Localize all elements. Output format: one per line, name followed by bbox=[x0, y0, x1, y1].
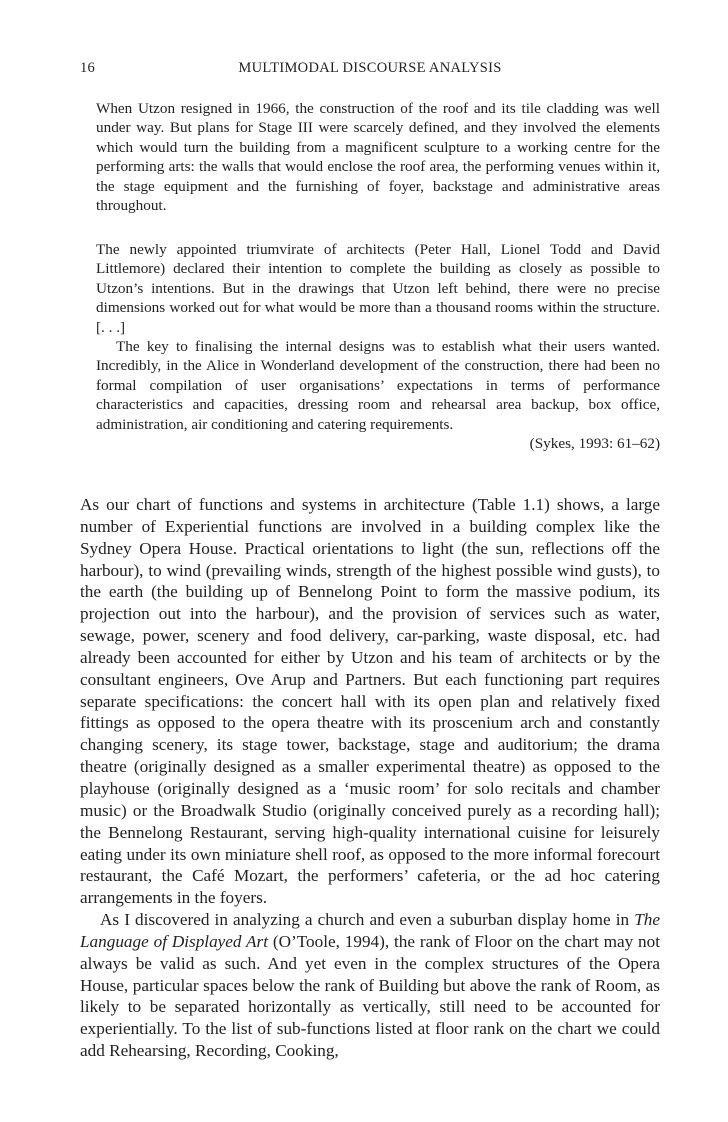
block-quote-2 bbox=[96, 240, 660, 453]
body-text-run: As I discovered in analyzing a church and even a suburban display home in bbox=[100, 910, 635, 930]
book-title: The Language of Displayed Art bbox=[80, 910, 660, 951]
quote-paragraph: The key to finalising the internal designs was to establish what their users wanted. Incredibly, in the Alice in Wonderland development of the construction, there had been no formal compilation of user organisations’ expectations in terms of performance characteristics and capacities, dressing room and rehearsal area backup, box office, administration, air conditioning and catering requirements. bbox=[96, 338, 660, 433]
quote-paragraph: The newly appointed triumvirate of architects (Peter Hall, Lionel Todd and David Littlemore) declared their intention to complete the building as closely as possible to Utzon’s intentions. But in the drawings that Utzon left behind, there were no precise dimensions worked out for what would be more than a thousand rooms within the structure. [. . .] bbox=[96, 241, 660, 336]
citation: (Sykes, 1993: 61–62) bbox=[529, 435, 660, 453]
body-paragraph: As our chart of functions and systems in architecture (Table 1.1) shows, a large number of Experiential functions are involved in a building complex like the Sydney Opera House. Practical orientations to light (the sun, reflections off the harbour), to wind (prevailing winds, strength of the highest possible wind gusts), to the earth (the building up of Bennelong Point to form the massive podium, its projection out into the harbour), and the provision of services such as water, sewage, power, scenery and food delivery, car-parking, waste disposal, etc. had already been accounted for either by Utzon and his team of architects or by the consultant engineers, Ove Arup and Partners. But each functioning part requires separate specifications: the concert hall with its open plan and relatively fixed fittings as opposed to the opera theatre with its proscenium arch and constantly changing scenery, its stage tower, backstage, stage and auditorium; the drama theatre (originally designed as a smaller experimental theatre) as opposed to the playhouse (originally designed as a ‘music room’ for solo recitals and chamber music) or the Broadwalk Studio (originally conceived purely as a recording hall); the Bennelong Restaurant, serving high-quality international cuisine for leisurely eating under its own miniature shell roof, as opposed to the more informal forecourt restaurant, the Café Mozart, the performers’ cafeteria, or the ad hoc catering arrangements in the foyers. bbox=[80, 495, 660, 908]
body-text-run: (O’Toole, 1994), the rank of Floor on the chart may not always be valid as such. And yet even in the complex structures of the Opera House, particular spaces below the rank of Building but above the rank of Room, as likely to be separated horizontally as vertically, still need to be accounted for experientially. To the list of sub-functions listed at floor rank on the chart we could add Rehearsing, Recording, Cooking, bbox=[80, 931, 660, 1061]
block-quote-1 bbox=[96, 99, 660, 215]
running-title: MULTIMODAL DISCOURSE ANALYSIS bbox=[238, 60, 502, 76]
body-paragraph bbox=[80, 909, 660, 1062]
page-number: 16 bbox=[80, 60, 96, 76]
quote-paragraph: When Utzon resigned in 1966, the construction of the roof and its tile cladding was well under way. But plans for Stage III were scarcely defined, and they involved the elements which would turn the building from a magnificent sculpture to a working centre for the performing arts: the walls that would enclose the roof area, the performing venues within it, the stage equipment and the furnishing of foyer, backstage and administrative areas throughout. bbox=[96, 100, 660, 215]
running-head bbox=[80, 60, 660, 80]
body-text bbox=[80, 494, 660, 1062]
